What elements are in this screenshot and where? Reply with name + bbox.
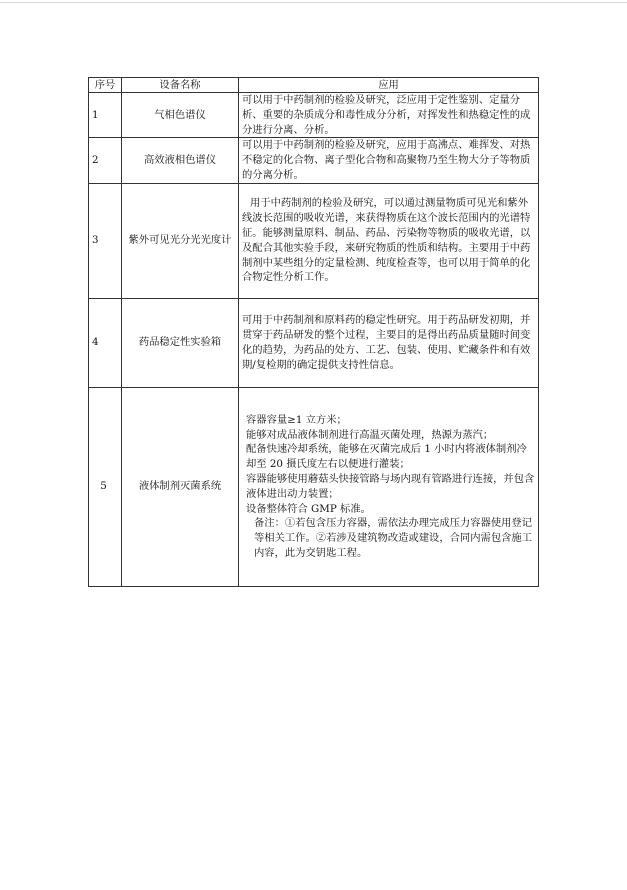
row-application-list [239, 387, 539, 586]
header-name: 设备名称 [122, 78, 239, 93]
table-row [89, 387, 539, 586]
row-application: 可以用于中药制剂的检验及研究，应用于高沸点、难挥发、对热不稳定的化合物、离子型化合物和高聚物乃至生物大分子等物质的分离分析。 [239, 138, 539, 183]
requirement-line: 容器能够使用蘑菇头快接管路与场内现有管路进行连接，并包含液体进出动力装置； [246, 472, 535, 500]
row-no: 1 [89, 93, 122, 138]
table-row [89, 138, 539, 183]
row-application: 可以用于中药制剂的检验及研究，泛应用于定性鉴别、定量分析、重要的杂质成分和毒性成分分析，对挥发性和热稳定性的成分进行分离、分析。 [239, 93, 539, 138]
remark-line: 备注：①若包含压力容器，需依法办理完成压力容器使用登记等相关工作。②若涉及建筑物改造或建设，合同内需包含施工内容，此为交钥匙工程。 [254, 517, 533, 559]
row-equipment-name: 药品稳定性实验箱 [122, 298, 239, 387]
row-no: 4 [89, 298, 122, 387]
requirement-line: 容器容量≥1 立方米； [246, 413, 347, 426]
header-use: 应用 [239, 78, 539, 93]
row-no: 3 [89, 183, 122, 298]
table-row [89, 93, 539, 138]
header-no: 序号 [89, 78, 122, 93]
row-no: 2 [89, 138, 122, 183]
row-equipment-name: 高效液相色谱仪 [122, 138, 239, 183]
requirement-line: 能够对成品液体制剂进行高温灭菌处理，热源为蒸汽； [246, 428, 494, 441]
table-row [89, 298, 539, 387]
row-no: 5 [89, 387, 122, 586]
requirement-line: 配备快速冷却系统，能够在灭菌完成后 1 小时内将液体制剂冷却至 20 摄氏度左右以便进行灌装； [246, 443, 527, 471]
page-top-rule [0, 2, 627, 3]
row-equipment-name: 紫外可见光分光光度计 [122, 183, 239, 298]
equipment-table [88, 77, 539, 587]
table-header-row [89, 78, 539, 93]
table-row [89, 183, 539, 298]
row-application: 可用于中药制剂和原料药的稳定性研究。用于药品研发初期，并贯穿于药品研发的整个过程，主要目的是得出药品质量随时间变化的趋势，为药品的处方、工艺、包装、使用、贮藏条件和有效期/复检期的确定提供支持性信息。 [239, 298, 539, 387]
row-application: 用于中药制剂的检验及研究，可以通过测量物质可见光和紫外线波长范围的吸收光谱，来获得物质在这个波长范围内的光谱特征。能够测量原料、制品、药品、污染物等物质的吸收光谱，以及配合其他实验手段，来研究物质的性质和结构。主要用于中药制剂中某些组分的定量检测、纯度检查等，也可以用于简单的化合物定性分析工作。 [239, 183, 539, 298]
row-equipment-name: 液体制剂灭菌系统 [122, 387, 239, 586]
requirement-line: 设备整体符合 GMP 标准。 [246, 502, 371, 515]
row-equipment-name: 气相色谱仪 [122, 93, 239, 138]
